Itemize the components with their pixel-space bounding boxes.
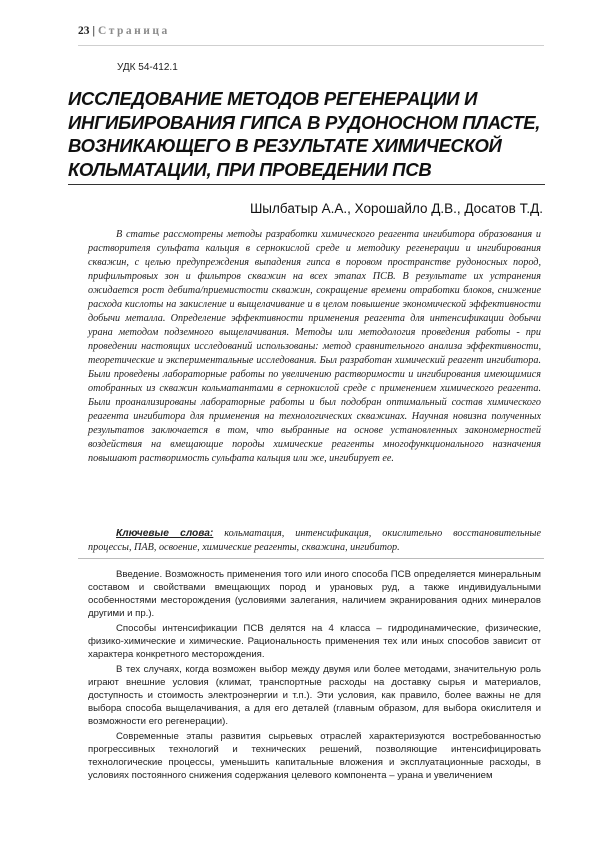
udc-code: УДК 54-412.1 bbox=[117, 62, 178, 73]
header-divider bbox=[78, 45, 544, 46]
keywords-text: кольматация, интенсификация, окислительно восстановительные процессы, ПАВ, освоение, химические реагенты, скважина, ингибитор. bbox=[88, 528, 541, 553]
header-separator: | bbox=[92, 25, 96, 37]
article-title: ИССЛЕДОВАНИЕ МЕТОДОВ РЕГЕНЕРАЦИИ И ИНГИБИРОВАНИЯ ГИПСА В РУДОНОСНОМ ПЛАСТЕ, ВОЗНИКАЮЩЕГО В РЕЗУЛЬТАТЕ ХИМИЧЕСКОЙ КОЛЬМАТАЦИИ, ПРИ ПРОВЕДЕНИИ ПСВ bbox=[68, 88, 541, 180]
body-paragraph-intro: Введение. Возможность применения того или иного способа ПСВ определяется минеральным составом и свойствами вмещающих пород и урановых руд, а также индивидуальными особенностями месторождения (условиями залегания, наличием экранирования одних минералов другими и пр.). bbox=[88, 569, 541, 619]
keywords bbox=[88, 527, 541, 555]
body-paragraph-methods: Способы интенсификации ПСВ делятся на 4 класса – гидродинамические, физические, физико-химические и химические. Рациональность применения тех или иных способов зависит от характера конкретного месторождения. bbox=[88, 623, 541, 660]
title-divider bbox=[68, 184, 545, 185]
keywords-divider bbox=[78, 558, 544, 559]
page-label: Страница bbox=[98, 25, 170, 37]
article-body bbox=[88, 568, 541, 784]
page-header bbox=[78, 25, 170, 37]
page-number: 23 bbox=[78, 25, 90, 37]
body-paragraph-conditions: В тех случаях, когда возможен выбор между двумя или более методами, значительную роль играют внешние условия (климат, транспортные расходы на доставку сырья и материалов, доступность и стоимость электроэнергии и т.п.). Эти условия, как правило, более важны не для выбора способа выщелачивания, а для его деталей (главным образом, для выбора окислителя и возможности его регенерации). bbox=[88, 664, 541, 727]
authors: Шылбатыр А.А., Хорошайло Д.В., Досатов Т.Д. bbox=[249, 201, 543, 216]
body-paragraph-modern: Современные этапы развития сырьевых отраслей характеризуются востребованностью прогрессивных технологий и технических решений, позволяющие интенсифицировать технологические процессы, уменьшить капитальные вложения и эксплуатационные расходы, в условиях постоянного снижения содержания целевого компонента – урана и увеличением bbox=[88, 731, 541, 781]
abstract: В статье рассмотрены методы разработки химического реагента ингибитора образования и растворителя сульфата кальция в сернокислой среде и методику регенерации и ингибирования скважин, с целью предупреждения выпадения гипса в поровом пространстве рудоносных пород, прифильтровых зон и фильтров скважин на всех этапах ПСВ. В результате их устранения ожидается рост дебита/приемистости скважин, сокращение времени отработки блоков, снижение расхода кислоты на закисление и выщелачивание и в целом повышение экономической эффективности добычи металла. Определение эффективности применения реагента для интенсификации добычи урана методом подземного выщелачивания. Методы или методология проведения работы - при проведении настоящих исследований использованы: метод сравнительного анализа эффективности, теоретические и экспериментальные исследования. Был разработан химический реагент ингибитора. Были проведены лабораторные работы по увеличению растворимости и ингибирования имеющимися отобранных из скважин кольматантами в сернокислой среде с применением химического реагента. Были проанализированы лабораторные работы и был подобран оптимальный состав химического реагента ингибитора для применения на технологических скважинах. Научная новизна полученных результатов заключается в том, что выбранные на основе установленных закономерностей воздействия на вмещающие породы химические реагенты многофункционального назначения повышают растворимость сульфата кальция или же, ингибирует ее. bbox=[88, 229, 541, 464]
keywords-label: Ключевые слова: bbox=[116, 528, 214, 539]
